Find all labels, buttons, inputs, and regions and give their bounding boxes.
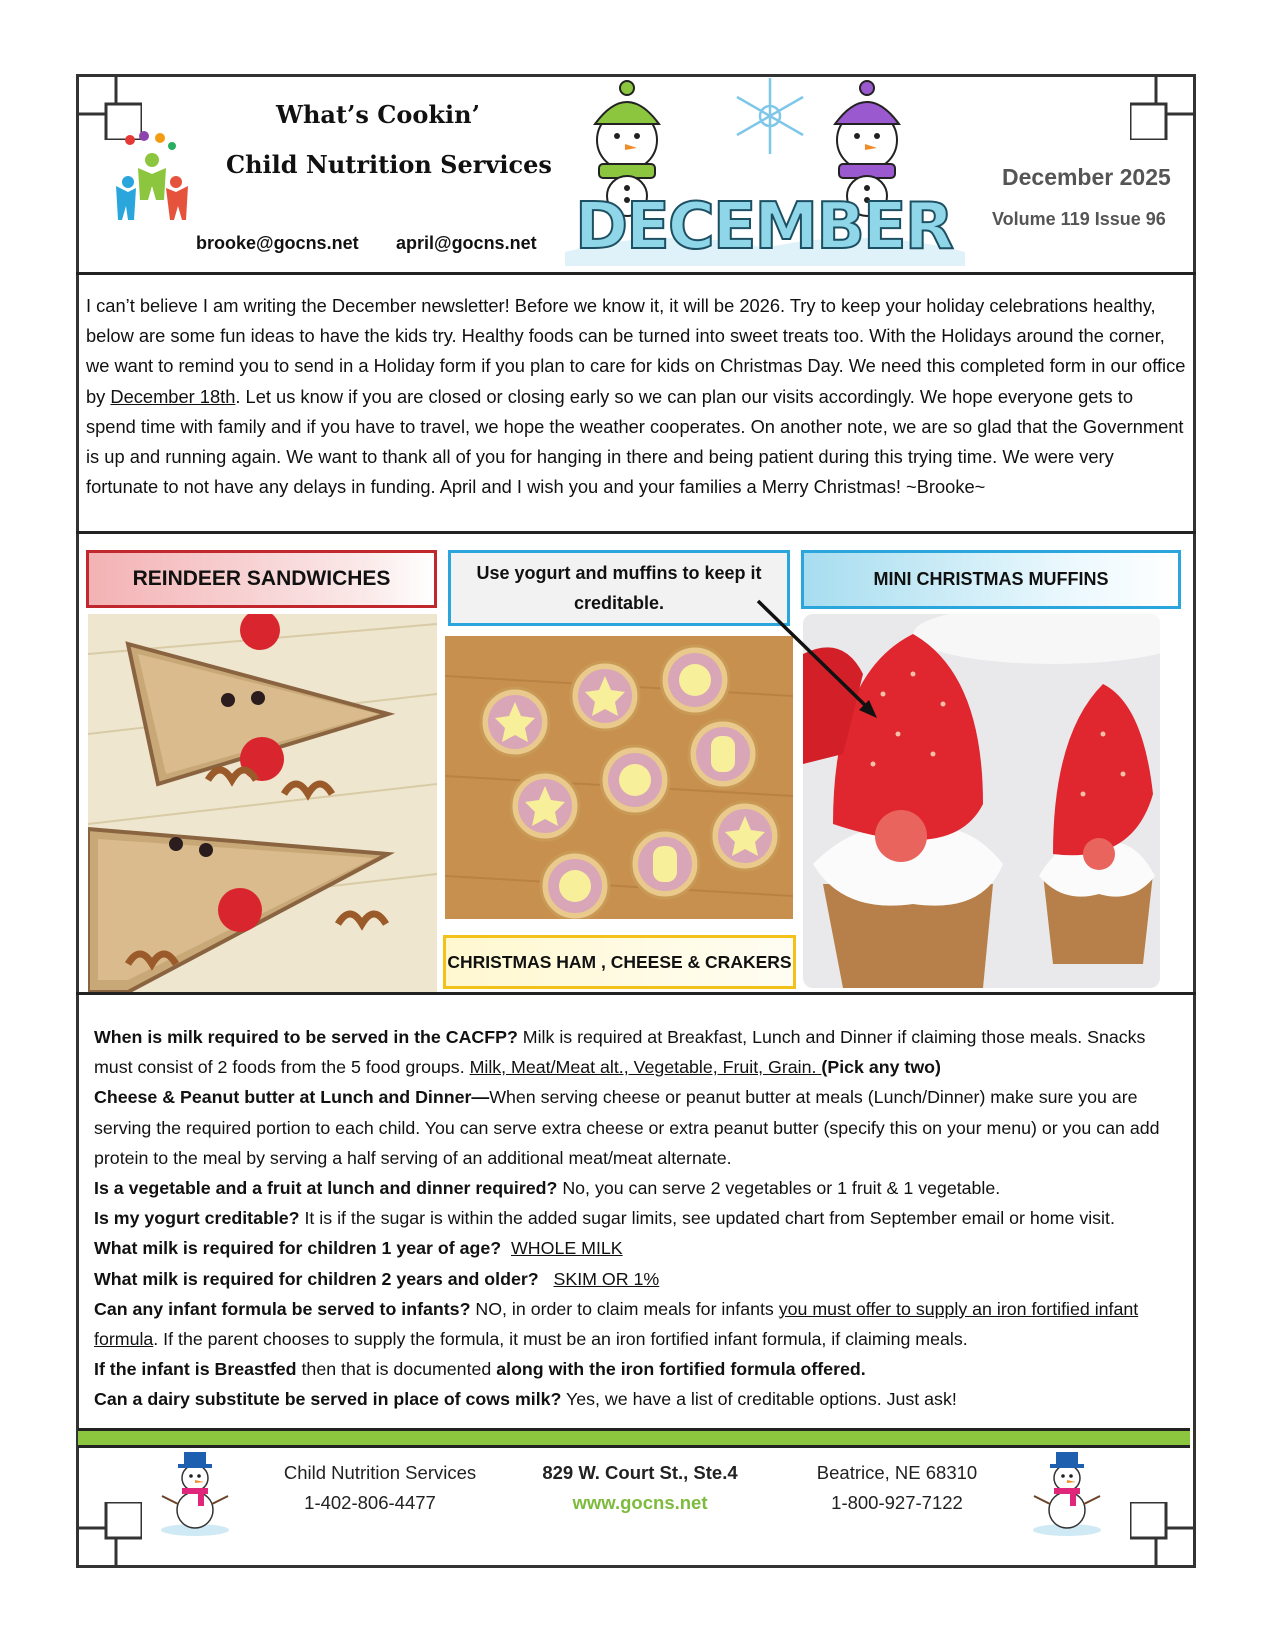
faq-item-cheese-peanut-butter: Cheese & Peanut butter at Lunch and Dinner—When serving cheese or peanut butter at meals (Lunch/Dinner) make sure you are serving the required portion to each child. You can serve extra cheese or extra peanut butter (specify this on your menu) or you can add protein to the meal by serving a half serving of an additional meat/meat alternate. [94, 1087, 1160, 1168]
snowflake-icon [737, 78, 803, 154]
footer-phone-tollfree[interactable]: 1-800-927-7122 [831, 1492, 963, 1513]
reindeer-sandwiches-photo [88, 614, 437, 992]
corner-ornament-icon [76, 1502, 142, 1568]
issue-volume: Volume 119 Issue 96 [992, 209, 1166, 229]
faq-item-milk-age-2: What milk is required for children 2 years and older? SKIM OR 1% [94, 1268, 660, 1289]
faq-item-yogurt: Is my yogurt creditable? It is if the sugar is within the added sugar limits, see updated chart from September email or home visit. [94, 1208, 1115, 1229]
faq-item-dairy-substitute: Can a dairy substitute be served in place of cows milk? Yes, we have a list of creditable options. Just ask! [94, 1389, 957, 1410]
footer-city: Beatrice, NE 68310 [816, 1462, 978, 1483]
pointer-arrow [755, 598, 885, 723]
corner-ornament-icon [1130, 1502, 1196, 1568]
intro-divider [76, 531, 1196, 534]
faq-item-milk-age-1: What milk is required for children 1 year of age? WHOLE MILK [94, 1238, 623, 1259]
faq-item-milk: When is milk required to be served in the CACFP? Milk is required at Breakfast, Lunch and Dinner if claiming those meals. Snacks must consist of 2 foods from the 5 food groups. Milk, Meat/Meat alt., Vegetable, Fruit, Grain. (Pick any two) [94, 1027, 1146, 1078]
footer-org-name: Child Nutrition Services [283, 1462, 477, 1483]
family-logo-icon [114, 130, 190, 226]
holiday-form-deadline: December 18th [110, 385, 236, 407]
footer-phone-local[interactable]: 1-402-806-4477 [304, 1492, 436, 1513]
email-april[interactable]: april@gocns.net [396, 233, 537, 253]
email-brooke[interactable]: brooke@gocns.net [196, 233, 359, 253]
issue-month: December 2025 [1002, 164, 1171, 190]
yogurt-muffins-note: Use yogurt and muffins to keep it creditable. [448, 550, 790, 626]
intro-letter [86, 291, 1186, 502]
ham-cheese-crackers-photo [445, 636, 793, 919]
december-banner-word: DECEMBER [575, 190, 952, 264]
faq-item-breastfed: If the infant is Breastfed then that is documented along with the iron fortified formula offered. [94, 1359, 866, 1380]
footer-divider-bar [78, 1428, 1190, 1448]
snowman-icon [1030, 1446, 1104, 1536]
corner-ornament-icon [1130, 74, 1196, 140]
organization-title: Child Nutrition Services [226, 150, 552, 179]
newsletter-title: What’s Cookin’ [276, 100, 480, 129]
faq-item-vegetable-fruit: Is a vegetable and a fruit at lunch and dinner required? No, you can serve 2 vegetables or 1 fruit & 1 vegetable. [94, 1178, 1001, 1199]
snowman-icon [158, 1446, 232, 1536]
header-divider [76, 272, 1196, 275]
reindeer-sandwiches-label: REINDEER SANDWICHES [86, 550, 437, 608]
christmas-ham-cheese-crackers-label: CHRISTMAS HAM , CHEESE & CRAKERS [443, 935, 796, 989]
intro-text: I can’t believe I am writing the December newsletter! Before we know it, it will be 2026. Try to keep your holiday celebrations healthy, below are some fun ideas to have the kids try. Healthy foods can be turned into sweet treats too. With the Holidays around the corner, we want to remind you to send in a Holiday form if you plan to care for kids on Christmas Day. We need this completed form in our office by [86, 295, 1186, 407]
recipes-divider [76, 992, 1196, 995]
faq-item-infant-formula: Can any infant formula be served to infants? NO, in order to claim meals for infants you must offer to supply an iron fortified infant formula. If the parent chooses to supply the formula, it must be an iron fortified infant formula, if claiming meals. [94, 1298, 1139, 1350]
footer-address: 829 W. Court St., Ste.4 [542, 1462, 738, 1483]
cacfp-faq [94, 1022, 1184, 1415]
mini-christmas-muffins-label: MINI CHRISTMAS MUFFINS [801, 550, 1181, 609]
intro-text-continued: . Let us know if you are closed or closing early so we can plan our visits accordingly. We hope everyone gets to spend time with family and if you have to travel, we hope the weather cooperates. On another note, we are so glad that the Government is up and running again. We want to thank all of you for hanging in there and being patient during this trying time. We were very fortunate to not have any delays in funding. April and I wish you and your families a Merry Christmas! ~Brooke~ [86, 385, 1184, 498]
footer-website-link[interactable]: www.gocns.net [572, 1492, 708, 1513]
